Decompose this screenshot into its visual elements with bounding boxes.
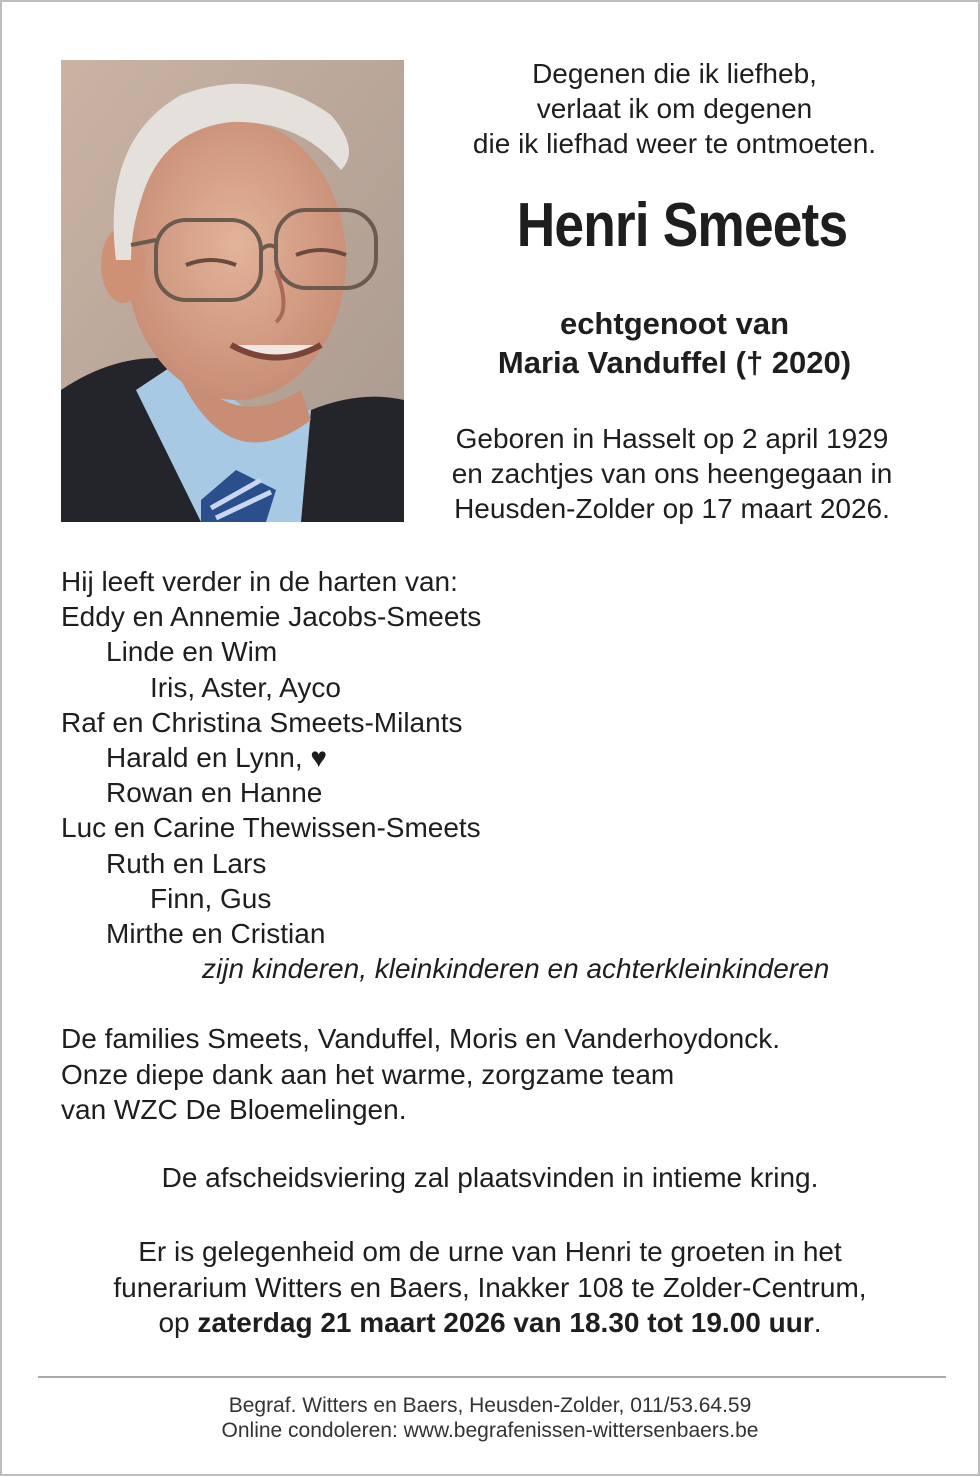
family-member: Raf en Christina Smeets-Milants xyxy=(61,706,463,738)
online-condolence-link[interactable]: Online condoleren: www.begrafenissen-wittersenbaers.be xyxy=(221,1419,759,1442)
visitation-info xyxy=(2,1234,978,1341)
visitation-line: Er is gelegenheid om de urne van Henri te groeten in het xyxy=(138,1236,842,1267)
family-member: Finn, Gus xyxy=(150,882,272,914)
birth-death-line: en zachtjes van ons heengegaan in xyxy=(451,458,893,489)
visitation-suffix: . xyxy=(813,1307,822,1338)
poem-quote xyxy=(422,56,927,161)
family-member: Eddy en Annemie Jacobs-Smeets xyxy=(61,601,482,633)
footer xyxy=(2,1393,978,1443)
funeral-home-contact: Begraf. Witters en Baers, Heusden-Zolder, 011/53.64.59 xyxy=(228,1394,752,1417)
visitation-datetime: zaterdag 21 maart 2026 van 18.30 tot 19.00 uur xyxy=(197,1307,814,1338)
birth-death-line: Geboren in Hasselt op 2 april 1929 xyxy=(455,423,889,454)
family-member: Luc en Carine Thewissen-Smeets xyxy=(61,812,481,844)
family-member: Rowan en Hanne xyxy=(106,777,323,809)
birth-death-line: Heusden-Zolder op 17 maart 2026. xyxy=(454,493,890,524)
spouse-name: Maria Vanduffel († 2020) xyxy=(497,345,852,380)
spouse-label: echtgenoot van xyxy=(559,306,790,341)
portrait-illustration xyxy=(61,60,404,522)
ceremony-note: De afscheidsviering zal plaatsvinden in intieme kring. xyxy=(161,1162,819,1193)
family-member: Iris, Aster, Ayco xyxy=(150,671,341,703)
birth-death-info xyxy=(422,421,922,526)
thanks-line: van WZC De Bloemelingen. xyxy=(61,1094,407,1125)
portrait-photo xyxy=(61,60,404,522)
quote-line: Degenen die ik liefheb, xyxy=(532,58,817,89)
deceased-name: Henri Smeets xyxy=(516,191,848,260)
spouse-block xyxy=(422,304,927,382)
family-member: Mirthe en Cristian xyxy=(106,918,326,950)
family-member: Ruth en Lars xyxy=(106,847,267,879)
family-intro: Hij leeft verder in de harten van: xyxy=(61,566,458,597)
family-role: zijn kinderen, kleinkinderen en achterkleinkinderen xyxy=(202,953,830,985)
visitation-line xyxy=(2,1305,978,1341)
thanks-block xyxy=(61,1021,941,1128)
visitation-line: funerarium Witters en Baers, Inakker 108 te Zolder-Centrum, xyxy=(113,1271,867,1303)
family-list xyxy=(61,564,941,986)
quote-line: die ik liefhad weer te ontmoeten. xyxy=(472,128,877,159)
footer-divider xyxy=(38,1376,946,1378)
thanks-line: De families Smeets, Vanduffel, Moris en Vanderhoydonck. xyxy=(61,1023,781,1054)
visitation-prefix: op xyxy=(158,1307,198,1338)
thanks-line: Onze diepe dank aan het warme, zorgzame team xyxy=(61,1058,675,1090)
family-member: Linde en Wim xyxy=(106,636,278,668)
quote-line: verlaat ik om degenen xyxy=(536,93,813,124)
family-member: Harald en Lynn, ♥ xyxy=(106,742,328,774)
